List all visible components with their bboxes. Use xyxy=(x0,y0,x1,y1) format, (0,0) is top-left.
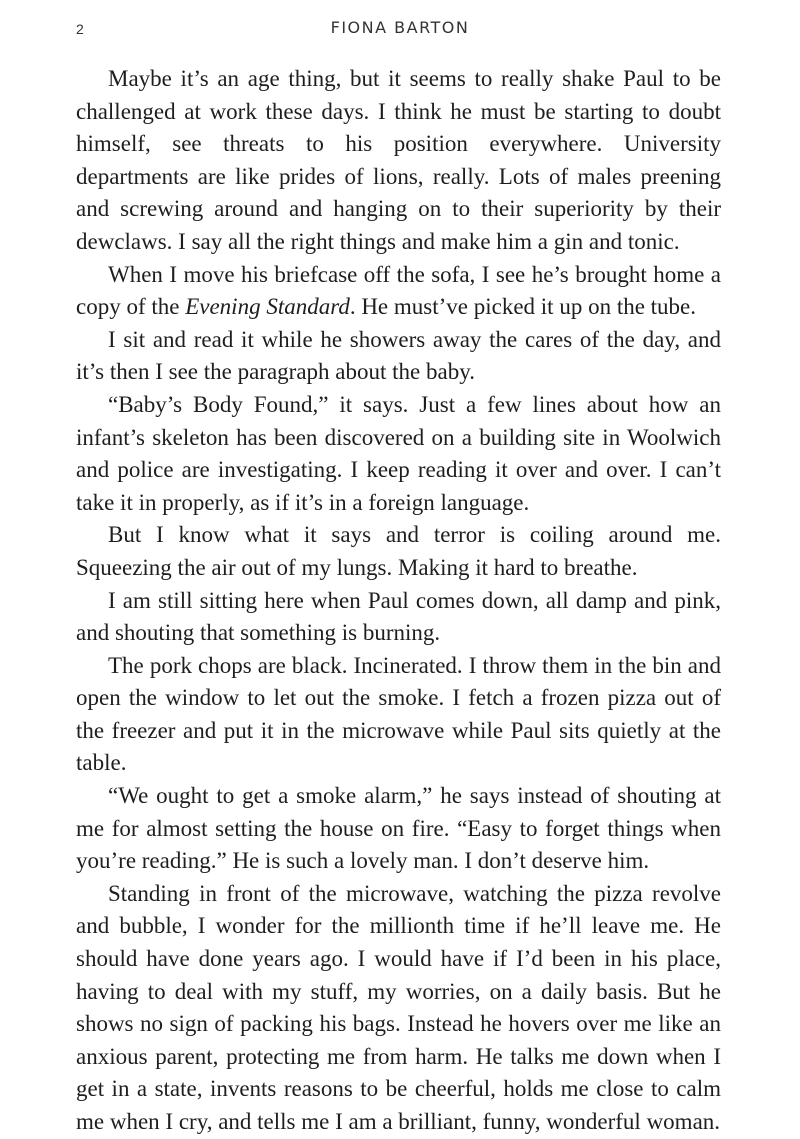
paragraph: “We ought to get a smoke alarm,” he says instead of shouting at me for almost setting the house on fire. “Easy to forget things when you’re reading.” He is such a lovely man. I don’t deserve him. xyxy=(76,783,721,874)
paragraph xyxy=(76,259,721,324)
page-number: 2 xyxy=(76,21,84,37)
paragraph-text: . He must’ve picked it up on the tube. xyxy=(349,294,697,320)
paragraph: But I know what it says and terror is coiling around me. Squeezing the air out of my lungs. Making it hard to breathe. xyxy=(76,522,721,580)
paragraph: “Baby’s Body Found,” it says. Just a few lines about how an infant’s skeleton has been discovered on a building site in Woolwich and police are investigating. I keep reading it over and over. I can’t take it in properly, as if it’s in a foreign language. xyxy=(76,391,721,515)
paragraph: I sit and read it while he showers away the cares of the day, and it’s then I see the paragraph about the baby. xyxy=(76,326,721,385)
running-head: FIONA BARTON xyxy=(330,18,470,37)
body-text xyxy=(76,63,721,1139)
paragraph-text: When I move his briefcase off the sofa, I see he’s brought home a copy of the xyxy=(76,261,721,320)
newspaper-title: Evening Standard xyxy=(185,294,350,320)
paragraph: Maybe it’s an age thing, but it seems to really shake Paul to be challenged at work these days. I think he must be starting to doubt himself, see threats to his position everywhere. University departments are like prides of lions, really. Lots of males preening and screwing around and hanging on to their superiority by their dewclaws. I say all the right things and make him a gin and tonic. xyxy=(76,66,721,254)
paragraph: I am still sitting here when Paul comes down, all damp and pink, and shouting that something is burning. xyxy=(76,587,721,646)
page-header xyxy=(0,18,800,44)
paragraph: Standing in front of the microwave, watching the pizza revolve and bubble, I wonder for the millionth time if he’ll leave me. He should have done years ago. I would have if I’d been in his place, having to deal with my stuff, my worries, on a daily basis. But he shows no sign of packing his bags. Instead he hovers over me like an anxious parent, protecting me from harm. He talks me down when I get in a state, invents reasons to be cheerful, holds me close to calm me when I cry, and tells me I am a brilliant, funny, wonderful woman. xyxy=(76,880,721,1134)
paragraph: The pork chops are black. Incinerated. I throw them in the bin and open the window to let out the smoke. I fetch a frozen pizza out of the freezer and put it in the microwave while Paul sits quietly at the table. xyxy=(76,652,721,776)
